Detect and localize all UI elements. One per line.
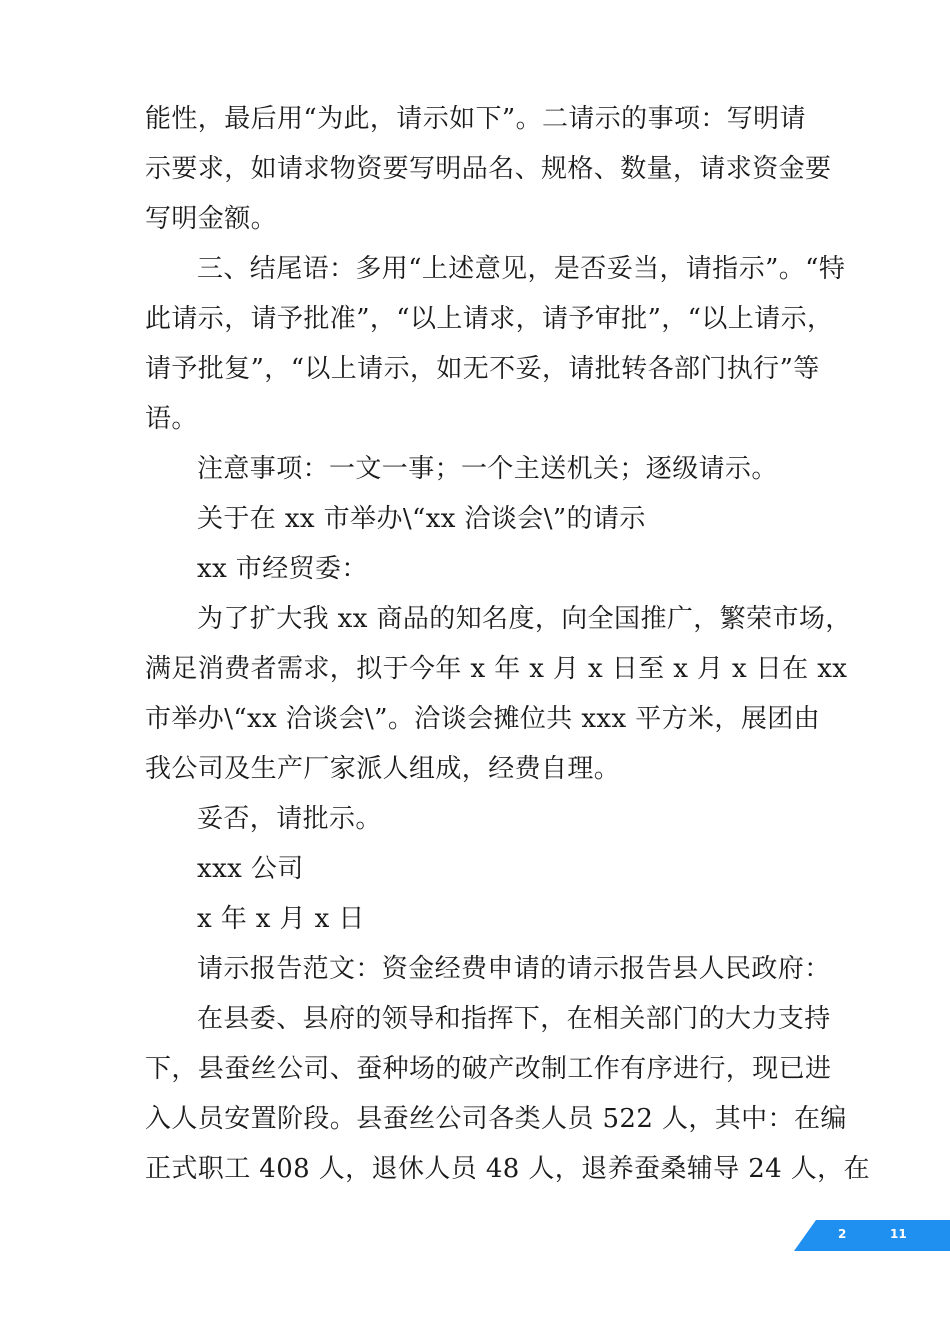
body-line-2: 示要求，如请求物资要写明品名、规格、数量，请求资金要 xyxy=(145,154,832,184)
page-number: 2 xyxy=(838,1227,847,1241)
signature-company: xxx 公司 xyxy=(197,854,304,884)
body-line-8: 注意事项：一文一事；一个主送机关；逐级请示。 xyxy=(197,454,778,484)
closing-line: 妥否，请批示。 xyxy=(197,804,382,834)
body-line-4: 三、结尾语：多用“上述意见，是否妥当，请指示”。“特 xyxy=(197,254,846,284)
recipient-line: xx 市经贸委： xyxy=(197,554,368,584)
total-pages: 11 xyxy=(890,1227,907,1241)
body-line-14: 我公司及生产厂家派人组成，经费自理。 xyxy=(145,754,621,784)
page-footer xyxy=(794,1220,950,1251)
body-line-21: 入人员安置阶段。县蚕丝公司各类人员 522 人，其中：在编 xyxy=(145,1104,847,1134)
body-line-12: 满足消费者需求，拟于今年 x 年 x 月 x 日至 x 月 x 日在 xx xyxy=(145,654,848,684)
body-line-3: 写明金额。 xyxy=(145,204,278,234)
footer-banner xyxy=(794,1220,950,1251)
body-line-6: 请予批复”，“以上请示，如无不妥，请批转各部门执行”等 xyxy=(145,354,820,384)
document-body xyxy=(145,94,870,1194)
signature-date: x 年 x 月 x 日 xyxy=(197,904,365,934)
request-title: 关于在 xx 市举办\“xx 洽谈会\”的请示 xyxy=(197,504,646,534)
body-line-13: 市举办\“xx 洽谈会\”。洽谈会摊位共 xxx 平方米，展团由 xyxy=(145,704,821,734)
body-line-11: 为了扩大我 xx 商品的知名度，向全国推广，繁荣市场， xyxy=(197,604,852,634)
body-line-7: 语。 xyxy=(145,404,198,434)
body-line-22: 正式职工 408 人，退休人员 48 人，退养蚕桑辅导 24 人，在 xyxy=(145,1154,870,1184)
body-line-20: 下，县蚕丝公司、蚕种场的破产改制工作有序进行，现已进 xyxy=(145,1054,832,1084)
section-heading: 请示报告范文：资金经费申请的请示报告县人民政府： xyxy=(197,954,831,984)
body-line-1: 能性，最后用“为此，请示如下”。二请示的事项：写明请 xyxy=(145,104,806,134)
body-line-19: 在县委、县府的领导和指挥下，在相关部门的大力支持 xyxy=(197,1004,831,1034)
body-line-5: 此请示，请予批准”，“以上请求，请予审批”，“以上请示， xyxy=(145,304,834,334)
